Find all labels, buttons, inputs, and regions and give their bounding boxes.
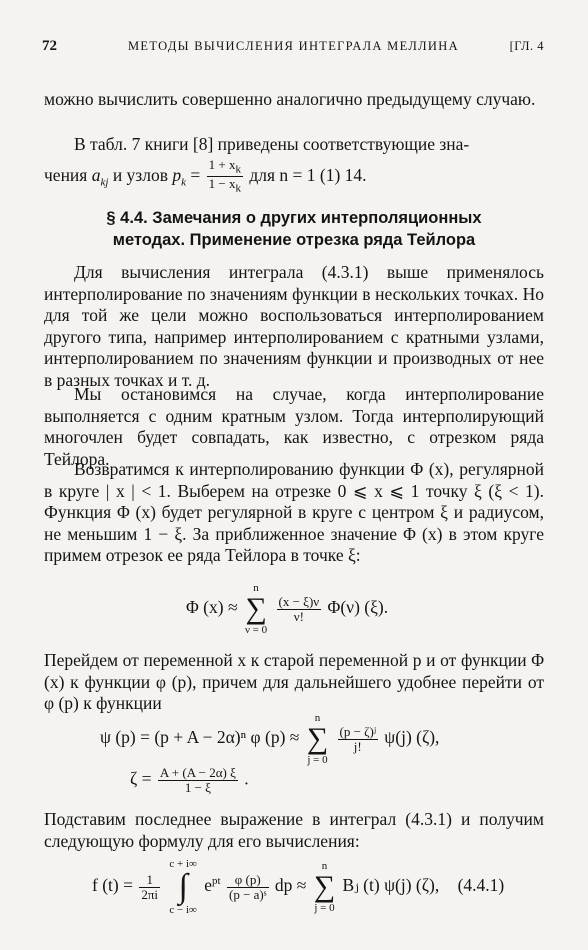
text-segment: для [244, 164, 280, 185]
formula-lhs: f (t) = [92, 875, 133, 896]
psi-fraction [338, 725, 378, 754]
section-heading-line1: § 4.4. Замечания о других интерполяционных [106, 209, 482, 227]
page-header [42, 38, 544, 58]
denominator-subscript: k [235, 182, 241, 195]
equation-number: (4.4.1) [457, 875, 505, 896]
sum-symbol: ∑ [313, 870, 336, 903]
text-segment: чения [44, 164, 92, 185]
one-over-2pi-i [139, 873, 160, 902]
paragraph-table-reference [44, 134, 544, 196]
paragraph-intro: можно вычислить совершенно аналогично предыдущему случаю. [44, 89, 536, 109]
formula-lhs: Φ (x) ≈ [186, 597, 238, 618]
sum-lower-limit: j = 0 [307, 754, 328, 766]
integral-lower-limit: c − i∞ [169, 904, 197, 916]
paragraph-4: Перейдем от переменной x к старой переменной p и от функции Φ (x) к функции φ (p), причем для дальнейшего удобнее перейти от φ (p) к функции [44, 650, 544, 713]
fraction-numerator: (p − ζ)ʲ [339, 723, 376, 739]
paragraph-5: Подставим последнее выражение в интеграл (4.3.1) и получим следующую формулу для его вычисления: [44, 809, 544, 851]
fraction-denominator: j! [353, 738, 362, 754]
summation [245, 582, 267, 636]
fraction-numerator: φ (p) [227, 873, 269, 888]
formula-rhs: Φ(ν) (ξ). [327, 597, 389, 618]
formula-rhs: Bⱼ (t) ψ(j) (ζ), [342, 875, 440, 896]
n-range: n = 1 (1) 14. [279, 164, 367, 185]
integral [169, 858, 196, 916]
integral-symbol: ∫ [178, 868, 188, 905]
sum-symbol: ∑ [245, 592, 267, 625]
running-title: МЕТОДЫ ВЫЧИСЛЕНИЯ ИНТЕГРАЛА МЕЛЛИНА [128, 39, 459, 53]
symbol-p: p [172, 164, 182, 185]
fraction-numerator: (x − ξ)ν [278, 593, 320, 609]
subscript-kj: kj [100, 176, 109, 189]
table-ref-line2 [44, 158, 544, 196]
formula-lhs: ζ = [130, 768, 152, 789]
paragraph-3: Возвратимся к интерполированию функции Φ (x), регулярной в круге | x | < 1. Выберем на отрезке 0 ⩽ x ⩽ 1 точку ξ (ξ < 1). Функция Φ (x) будет регулярной в круге с центром ξ и радиусом, не меньшим 1 − ξ. За приближенное значение Φ (x) в этом круге примем отрезок ее ряда Тейлора в точке ξ: [44, 459, 544, 565]
fraction-denominator: 1 − x [208, 176, 236, 192]
integrand-differential: dp ≈ [274, 875, 307, 896]
paragraph-1: Для вычисления интеграла (4.3.1) выше применялось интерполирование по значениям функции в нескольких точках. Но для той же цели можно воспользоваться интерполированием другого типа, например интерполированием с кратными узлами, интерполированием по значениям функции и производных от нее в разных точках и т. д. [44, 262, 544, 390]
formula-rhs: ψ(j) (ζ), [384, 727, 440, 748]
fraction-denominator: ν! [293, 608, 304, 624]
fraction-numerator: 1 [139, 873, 160, 888]
table-ref-line1: В табл. 7 книги [8] приведены соответствующие зна- [74, 134, 470, 154]
fraction-numerator: 1 + x [208, 156, 236, 172]
formula-zeta [130, 766, 249, 795]
sum-lower-limit: ν = 0 [244, 624, 268, 636]
formula-4-4-1 [92, 858, 504, 916]
equals-sign: = [185, 164, 205, 185]
symbol-a: a [91, 164, 101, 185]
chapter-marker: [ГЛ. 4 [509, 39, 544, 53]
taylor-fraction [277, 595, 322, 624]
text-segment: и узлов [108, 164, 173, 185]
fraction-denominator: 1 − ξ [184, 780, 211, 795]
section-heading [44, 207, 544, 251]
formula-psi [100, 712, 439, 766]
integral-upper-limit: c + i∞ [169, 858, 197, 870]
fraction-denominator: (p − a)ˢ [228, 886, 267, 902]
formula-taylor-series [186, 582, 388, 636]
sum-symbol: ∑ [306, 722, 329, 755]
integrand-fraction [227, 873, 269, 902]
fraction-denominator: 2πi [141, 886, 159, 902]
fraction-numerator: A + (A − 2α) ξ [159, 765, 236, 780]
summation [314, 860, 335, 914]
page-number: 72 [42, 38, 57, 54]
zeta-fraction [158, 766, 238, 795]
numerator-subscript: k [235, 163, 241, 176]
exponent-pt: pt [212, 875, 221, 888]
summation [307, 712, 328, 766]
sum-lower-limit: j = 0 [314, 902, 335, 914]
nodes-fraction [207, 158, 243, 196]
sum-upper-limit: n [314, 712, 321, 724]
exponential-base: e [204, 875, 213, 896]
sum-upper-limit: n [321, 860, 328, 872]
section-heading-line2: методах. Применение отрезка ряда Тейлора [112, 231, 476, 249]
formula-period: . [244, 768, 249, 789]
paragraph-2: Мы остановимся на случае, когда интерполирование выполняется с одним кратным узлом. Тогда интерполирующий многочлен будет совпадать, как известно, с отрезком ряда Тейлора. [44, 384, 544, 469]
sum-upper-limit: n [253, 582, 259, 594]
subscript-k: k [181, 176, 186, 189]
formula-lhs: ψ (p) = (p + A − 2α)ⁿ φ (p) ≈ [100, 727, 300, 748]
